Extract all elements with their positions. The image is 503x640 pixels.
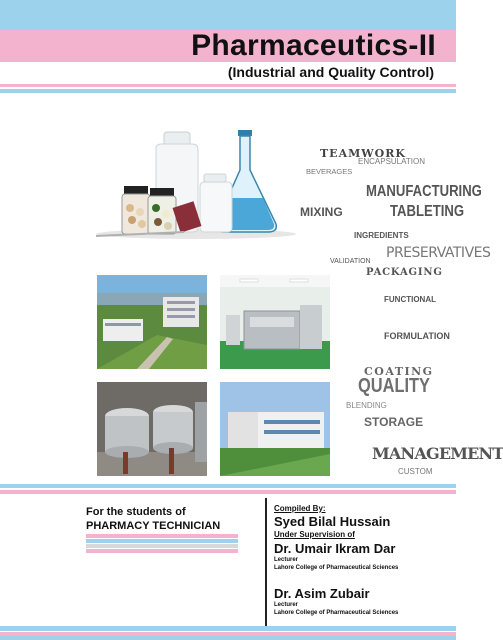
word-packaging: PACKAGING	[366, 267, 443, 278]
compiled-by-label: Compiled By:	[274, 504, 326, 513]
audience-line-2: PHARMACY TECHNICIAN	[86, 520, 221, 532]
word-tableting: TABLETING	[390, 203, 465, 220]
word-preservatives: PRESERVATIVES	[386, 245, 491, 261]
audience-stripe-4	[86, 549, 238, 553]
word-coating: COATING	[364, 365, 434, 378]
word-mixing: MIXING	[300, 205, 343, 219]
word-blending: BLENDING	[346, 401, 387, 410]
word-storage: STORAGE	[364, 415, 424, 429]
factory-campus-photo	[97, 275, 207, 369]
steel-vessels-photo	[97, 382, 207, 476]
supervisor-1-institution: Lahore College of Pharmaceutical Sciences	[274, 565, 399, 571]
audience-stripe-1	[86, 534, 238, 538]
word-formulation: FORMULATION	[384, 331, 450, 341]
header-blue-rule	[0, 89, 456, 93]
pharmaceutical-products-image	[92, 128, 300, 240]
word-functional: FUNCTIONAL	[384, 295, 436, 304]
credits-divider	[265, 498, 267, 626]
plant-exterior-photo	[220, 382, 330, 476]
supervisor-2-name: Dr. Asim Zubair	[274, 586, 370, 601]
middle-pink-rule	[0, 490, 456, 494]
cover-subtitle: (Industrial and Quality Control)	[227, 64, 434, 80]
supervisor-2-role: Lecturer	[274, 602, 299, 608]
supervisor-1-role: Lecturer	[274, 557, 299, 563]
word-manufacturing: MANUFACTURING	[366, 183, 482, 200]
word-management: MANAGEMENT	[372, 444, 503, 463]
bottom-blue-stripe-2	[0, 636, 456, 640]
word-beverages: BEVERAGES	[306, 167, 353, 176]
bottom-blue-stripe	[0, 626, 456, 631]
word-ingredients: INGREDIENTS	[354, 231, 409, 240]
supervisor-2-institution: Lahore College of Pharmaceutical Sciences	[274, 610, 399, 616]
supervision-label: Under Supervision of	[274, 530, 355, 539]
clean-room-photo	[220, 275, 330, 369]
word-quality: QUALITY	[358, 375, 430, 397]
header-pink-rule	[0, 84, 456, 87]
title-band	[0, 30, 456, 62]
compiler-name: Syed Bilal Hussain	[274, 514, 391, 529]
audience-stripe-2	[86, 539, 238, 543]
word-encapsulation: ENCAPSULATION	[358, 157, 425, 166]
word-validation: VALIDATION	[330, 258, 371, 265]
cover-title: Pharmaceutics-II	[191, 29, 436, 62]
word-teamwork: TEAMWORK	[320, 147, 406, 160]
audience-line-1: For the students of	[86, 506, 186, 518]
top-blue-stripe	[0, 0, 456, 30]
middle-blue-rule	[0, 484, 456, 488]
word-custom: CUSTOM	[398, 467, 433, 476]
supervisor-1-name: Dr. Umair Ikram Dar	[274, 541, 396, 556]
audience-stripe-3	[86, 544, 238, 548]
